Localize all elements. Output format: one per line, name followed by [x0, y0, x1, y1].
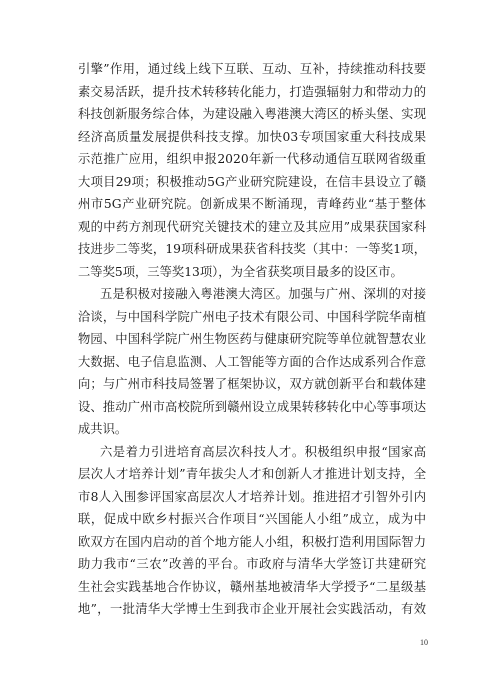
text-line: 科技创新服务综合体，为建设融入粤港澳大湾区的桥头堡、实现: [78, 107, 426, 121]
text-line: 大数据、电子信息监测、人工智能等方面的合作达成系列合作意: [78, 354, 426, 369]
text-line: 助力我市“三农”改善的平台。市政府与清华大学签订共建研究: [78, 557, 426, 571]
text-line: 市8人入围参评国家高层次人才培养计划。推进招才引智外引内: [78, 489, 426, 504]
text-line: 向；与广州市科技局签署了框架协议，双方就创新平台和载体建: [78, 377, 426, 391]
text-line: 地”，一批清华大学博士生到我市企业开展社会实践活动，有效: [78, 602, 426, 616]
text-line: 技进步二等奖，19项科研成果获省科技奖（其中：一等奖1项，: [78, 242, 426, 256]
text-line: 示范推广应用，组织申报2020年新一代移动通信互联网省级重: [78, 152, 426, 166]
text-line: 州市5G产业研究院。创新成果不断涌现，青峰药业“基于整体: [78, 197, 426, 211]
body-text: [78, 58, 426, 621]
text-line: 成共识。: [78, 422, 128, 436]
text-line: 二等奖5项，三等奖13项），为全省获奖项目最多的设区市。: [78, 264, 403, 279]
text-line: 洽谈，与中国科学院广州电子技术有限公司、中国科学院华南植: [78, 309, 426, 324]
text-line: 物园、中国科学院广州生物医药与健康研究院等单位就智慧农业: [78, 332, 426, 346]
text-line: 引擎”作用，通过线上线下互联、互动、互补，持续推动科技要: [78, 62, 426, 76]
text-line: 生社会实践基地合作协议，赣州基地被清华大学授予“二星级基: [78, 579, 426, 594]
paragraph-start-line: 五是积极对接融入粤港澳大湾区。加强与广州、深圳的对接: [100, 287, 426, 301]
text-line: 观的中药方剂现代研究关键技术的建立及其应用”成果获国家科: [78, 219, 426, 234]
text-line: 素交易活跃，提升技术转移转化能力，打造强辐射力和带动力的: [78, 84, 426, 99]
text-line: 设、推动广州市高校院所到赣州设立成果转移转化中心等事项达: [78, 399, 426, 414]
text-line: 经济高质量发展提供科技支撑。加快03专项国家重大科技成果: [78, 129, 426, 144]
text-line: 大项目29项；积极推动5G产业研究院建设，在信丰县设立了赣: [78, 174, 426, 189]
text-line: 欧双方在国内启动的首个地方能人小组，积极打造利用国际智力: [78, 534, 426, 549]
paragraph-start-line: 六是着力引进培育高层次科技人才。积极组织申报“国家高: [100, 444, 426, 459]
page-number: 10: [420, 638, 428, 647]
text-line: 层次人才培养计划”青年拔尖人才和创新人才推进计划支持，全: [78, 467, 426, 481]
text-line: 联，促成中欧乡村振兴合作项目“兴国能人小组”成立，成为中: [78, 512, 426, 526]
